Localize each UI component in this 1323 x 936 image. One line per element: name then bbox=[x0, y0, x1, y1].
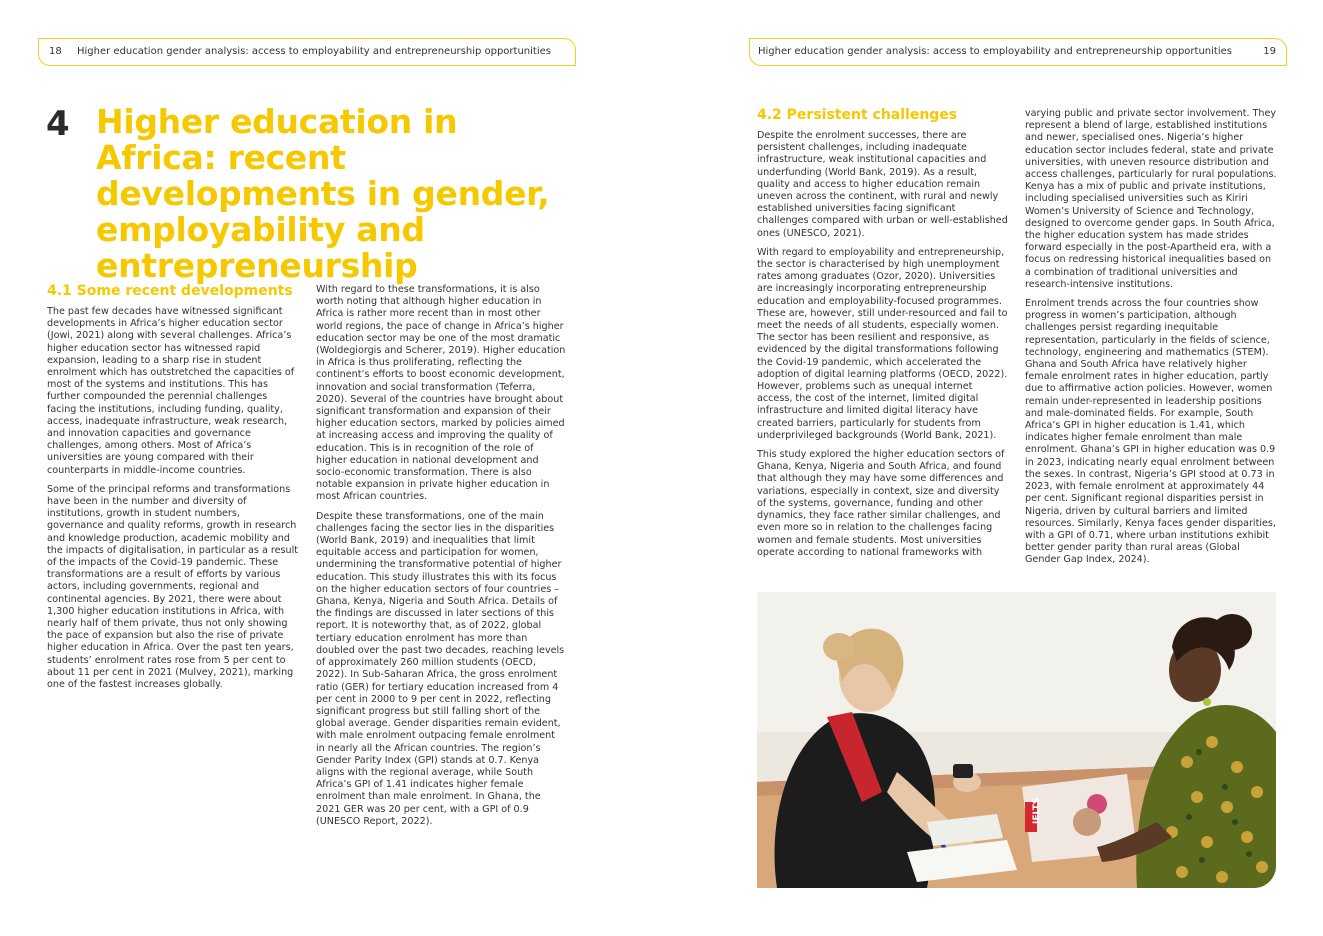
photo-illustration bbox=[757, 592, 1276, 888]
paragraph: With regard to employability and entrepreneurship, the sector is characterised by high unemployment rates among graduates (Ozor, 2020). Universities are increasingly incorporating entrepreneurship education and employability-focused programmes. These are, however, still under-resourced and fail to meet the needs of all students, especially women. The sector has been resilient and responsive, as evidenced by the digital transformations following the Covid-19 pandemic, which accelerated the adoption of digital learning platforms (OECD, 2022). However, problems such as unequal internet access, the cost of the internet, limited digital infrastructure and limited digital literacy have created barriers, particularly for students from underprivileged backgrounds (World Bank, 2021). bbox=[757, 246, 1008, 441]
running-title: Higher education gender analysis: access to employability and entrepreneurship opportunities bbox=[77, 46, 551, 57]
page-number: 18 bbox=[49, 46, 62, 57]
left-page bbox=[0, 0, 661, 936]
booklet-brand: IELTS bbox=[1032, 797, 1042, 824]
right-page bbox=[661, 0, 1323, 936]
paragraph: This study explored the higher education sectors of Ghana, Kenya, Nigeria and South Africa, and found that although they may have some differences and variations, especially in context, size and diversity of the systems, governance, funding and other dynamics, they face rather similar challenges, and even more so in relation to the challenges facing women and female students. Most universities operate according to national frameworks with bbox=[757, 449, 1005, 558]
left-column-2 bbox=[316, 284, 566, 835]
paragraph: The past few decades have witnessed significant developments in Africa’s higher education sector (Jowi, 2021) along with several challenges. Africa’s higher education sector has witnessed rapid expansion, leading to a sharp rise in student enrolment which has outstretched the capacities of most of the systems and institutions. This has further compounded the perennial challenges facing the institutions, including funding, quality, access, inadequate infrastructure, weak research, and innovation capacities and governance challenges, among others. Most of Africa’s universities are young compared with their counterparts in middle-income countries. bbox=[47, 306, 295, 476]
section-heading: 4.2 Persistent challenges bbox=[757, 107, 958, 123]
chapter-title: Higher education in Africa: recent developments in gender, employability and entrepreneurship bbox=[96, 102, 550, 285]
right-column-2 bbox=[1025, 108, 1277, 574]
paragraph: varying public and private sector involvement. They represent a blend of large, established institutions and newer, specialised ones. Nigeria’s higher education sector includes federal, state and private universities, with uneven resource distribution and access challenges, particularly for rural populations. Kenya has a mix of public and private institutions, including specialised universities such as Kiriri Women’s University of Science and Technology, designed to overcome gender gaps. In South Africa, the higher education system has made strides forward especially in the post-Apartheid era, with a focus on redressing historical inequalities based on a combination of traditional universities and research-intensive institutions. bbox=[1025, 108, 1277, 290]
paragraph: With regard to these transformations, it is also worth noting that although higher education in Africa is rather more recent than in most other world regions, the pace of change in Africa’s higher education sector may be one of the most dramatic (Woldegiorgis and Scherer, 2019). Higher education in Africa is thus proliferating, reflecting the continent’s efforts to boost economic development, innovation and social transformation (Teferra, 2020). Several of the countries have brought about significant transformation and expansion of their higher education sectors, marked by policies aimed at increasing access and improving the quality of education. This is in recognition of the role of higher education in national development and socio-economic transformation. There is also notable expansion in private higher education in most African countries. bbox=[316, 284, 566, 503]
running-title: Higher education gender analysis: access to employability and entrepreneurship opportunities bbox=[758, 46, 1232, 57]
running-header-right bbox=[749, 38, 1287, 66]
paragraph: Despite the enrolment successes, there are persistent challenges, including inadequate infrastructure, weak institutional capacities and underfunding (World Bank, 2019). As a result, quality and access to higher education remain uneven across the continent, with rural and newly established universities facing significant challenges compared with urban or well-established ones (UNESCO, 2021). bbox=[757, 130, 1008, 239]
left-column-1 bbox=[47, 283, 299, 698]
running-header-left bbox=[38, 38, 576, 66]
paragraph: Enrolment trends across the four countries show progress in women’s participation, although challenges persist regarding inequitable representation, particularly in the fields of science, technology, engineering and mathematics (STEM). Ghana and South Africa have relatively higher female enrolment rates in higher education, partly due to affirmative action policies. However, women remain under-represented in leadership positions and male-dominated fields. For example, South Africa’s GPI in higher education is 1.41, which indicates higher female enrolment than male enrolment. Ghana’s GPI in higher education was 0.9 in 2023, indicating nearly equal enrolment between the sexes. In contrast, Nigeria’s GPI stood at 0.73 in 2023, with female enrolment at approximately 44 per cent. Significant regional disparities persist in Nigeria, driven by cultural barriers and limited resources. Similarly, Kenya faces gender disparities, with a GPI of 0.71, where urban institutions exhibit better gender parity than rural areas (Global Gender Gap Index, 2024). bbox=[1025, 298, 1276, 566]
photo-two-women-at-table bbox=[757, 592, 1276, 888]
paragraph: Some of the principal reforms and transformations have been in the number and diversity of institutions, growth in student numbers, governance and quality reforms, growth in research and knowledge production, academic mobility and the impacts of digitalisation, in particular as a result of the impacts of the Covid-19 pandemic. These transformations are a result of efforts by various actors, including governments, regional and continental agencies. By 2021, there were about 1,300 higher education institutions in Africa, with nearly half of them private, thus not only showing the pace of expansion but also the rise of private higher education in Africa. Over the past ten years, students’ enrolment rates rose from 5 per cent to about 11 per cent in 2021 (Mulvey, 2021), marking one of the fastest increases globally. bbox=[47, 483, 299, 691]
paragraph: Despite these transformations, one of the main challenges facing the sector lies in the disparities (World Bank, 2019) and inequalities that limit equitable access and participation for women, undermining the transformative potential of higher education. This study illustrates this with its focus on the higher education sectors of four countries – Ghana, Kenya, Nigeria and South Africa. Details of the findings are discussed in later sections of this report. It is noteworthy that, as of 2022, global tertiary education enrolment has more than doubled over the past two decades, reaching levels of approximately 260 million students (OECD, 2022). In Sub-Saharan Africa, the gross enrolment ratio (GER) for tertiary education increased from 4 per cent in 2000 to 9 per cent in 2022, reflecting significant progress but still falling short of the global average. Gender disparities remain evident, with male enrolment outpacing female enrolment in nearly all the African countries. The region’s Gender Parity Index (GPI) stands at 0.7. Kenya aligns with the regional average, while South Africa’s GPI of 1.41 indicates higher female enrolment than male enrolment. In Ghana, the 2021 GER was 20 per cent, with a GPI of 0.9 (UNESCO Report, 2022). bbox=[316, 510, 565, 827]
page-number: 19 bbox=[1263, 46, 1276, 57]
section-heading: 4.1 Some recent developments bbox=[47, 283, 293, 299]
chapter-number: 4 bbox=[46, 104, 70, 144]
right-column-1 bbox=[757, 107, 1009, 566]
